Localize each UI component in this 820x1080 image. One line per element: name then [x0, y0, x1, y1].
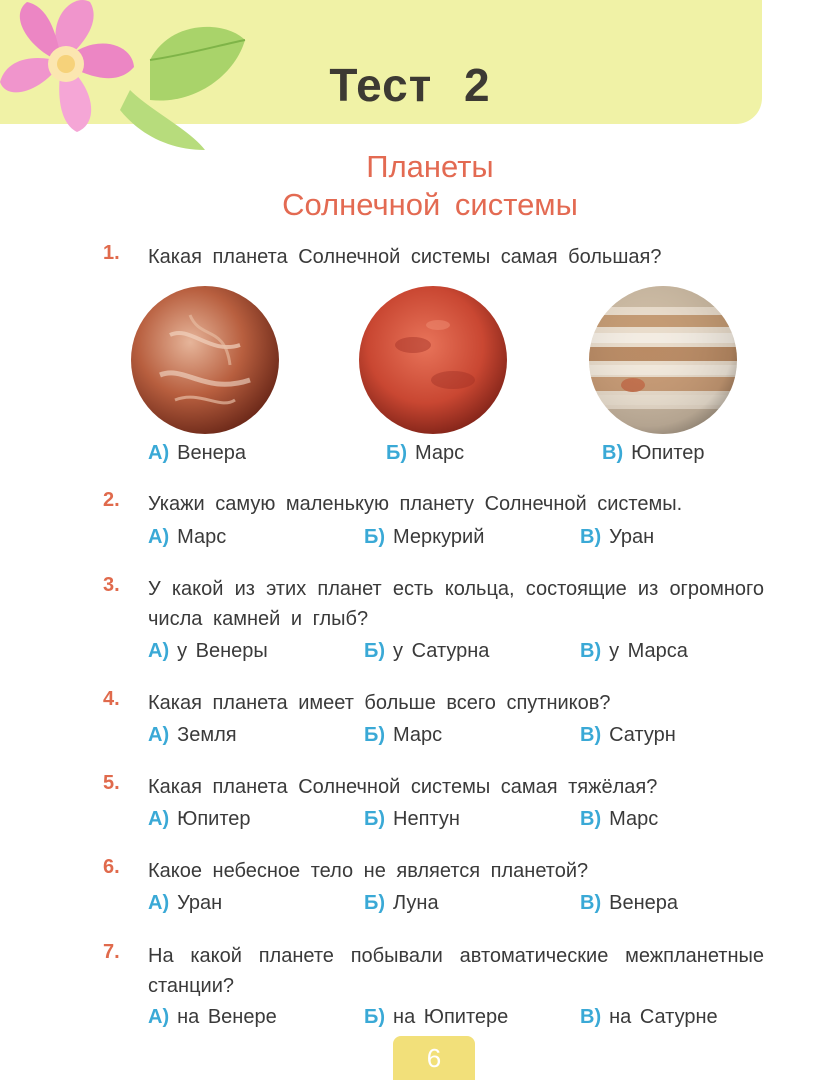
- answer-letter: А): [148, 526, 170, 548]
- answer-text: Марс: [177, 526, 227, 548]
- section-subtitle: [0, 148, 820, 224]
- answer-text: у Сатурна: [393, 640, 490, 662]
- question-text: Укажи самую маленькую планету Солнечной системы.: [148, 493, 683, 515]
- answer-a[interactable]: [148, 442, 246, 465]
- answer-letter: Б): [364, 526, 386, 548]
- answer-b[interactable]: [364, 1006, 508, 1029]
- answer-text: на Юпитере: [393, 1006, 509, 1028]
- answer-a[interactable]: [148, 892, 222, 915]
- question-text: Какая планета Солнечной системы самая тяжёлая?: [148, 776, 658, 798]
- answer-text: Уран: [177, 892, 223, 914]
- answer-text: Меркурий: [393, 526, 485, 548]
- answer-letter: Б): [364, 892, 386, 914]
- test-title: Тест 2: [329, 59, 491, 111]
- answer-text: Сатурн: [609, 724, 676, 746]
- answer-text: Луна: [393, 892, 439, 914]
- answer-text: у Венеры: [177, 640, 268, 662]
- answer-text: Нептун: [393, 808, 460, 830]
- question-number: 7.: [103, 941, 120, 963]
- venus-image: [130, 285, 280, 435]
- answer-b[interactable]: [364, 808, 460, 831]
- answer-a[interactable]: [148, 640, 268, 663]
- subtitle-line-2: Солнечной системы: [282, 187, 578, 222]
- jupiter-image: [588, 285, 738, 435]
- answer-a[interactable]: [148, 808, 251, 831]
- question-text: Какая планета Солнечной системы самая большая?: [148, 246, 662, 268]
- subtitle-line-1: Планеты: [366, 149, 494, 184]
- answer-a[interactable]: [148, 526, 226, 549]
- question-number: 2.: [103, 489, 120, 511]
- answer-letter: Б): [364, 640, 386, 662]
- answer-c[interactable]: [580, 526, 654, 549]
- answer-text: на Сатурне: [609, 1006, 718, 1028]
- question-text: На какой планете побывали автоматические межпланетные станции?: [148, 945, 764, 997]
- answer-text: Венера: [609, 892, 678, 914]
- answer-letter: А): [148, 724, 170, 746]
- answer-b[interactable]: [364, 892, 439, 915]
- question-number: 5.: [103, 772, 120, 794]
- question-text: У какой из этих планет есть кольца, состоящие из огромного числа камней и глыб?: [148, 578, 764, 630]
- answer-text: Юпитер: [631, 442, 705, 464]
- answer-b[interactable]: [364, 526, 484, 549]
- answer-c[interactable]: [580, 724, 676, 747]
- answer-b[interactable]: [386, 442, 464, 465]
- answer-letter: А): [148, 892, 170, 914]
- page-number: 6: [393, 1036, 475, 1080]
- answer-c[interactable]: [602, 442, 705, 465]
- answer-letter: А): [148, 1006, 170, 1028]
- question-number: 4.: [103, 688, 120, 710]
- answer-c[interactable]: [580, 808, 658, 831]
- answer-letter: В): [580, 724, 602, 746]
- question-number: 1.: [103, 242, 120, 264]
- answer-text: Марс: [609, 808, 659, 830]
- answer-a[interactable]: [148, 1006, 277, 1029]
- answer-text: Венера: [177, 442, 246, 464]
- answer-letter: А): [148, 442, 170, 464]
- answer-a[interactable]: [148, 724, 237, 747]
- answer-text: Марс: [415, 442, 465, 464]
- answer-b[interactable]: [364, 640, 489, 663]
- answer-letter: В): [580, 1006, 602, 1028]
- answer-letter: В): [602, 442, 624, 464]
- question-text: Какое небесное тело не является планетой?: [148, 860, 589, 882]
- answer-letter: А): [148, 640, 170, 662]
- answer-letter: В): [580, 526, 602, 548]
- answer-text: Марс: [393, 724, 443, 746]
- answer-text: у Марса: [609, 640, 688, 662]
- answer-letter: В): [580, 640, 602, 662]
- answer-letter: Б): [364, 1006, 386, 1028]
- answer-text: Земля: [177, 724, 237, 746]
- answer-letter: В): [580, 892, 602, 914]
- answer-letter: В): [580, 808, 602, 830]
- answer-b[interactable]: [364, 724, 442, 747]
- answer-letter: Б): [364, 808, 386, 830]
- answer-c[interactable]: [580, 640, 688, 663]
- answer-letter: Б): [364, 724, 386, 746]
- question-number: 3.: [103, 574, 120, 596]
- answer-letter: А): [148, 808, 170, 830]
- question-text: Какая планета имеет больше всего спутников?: [148, 692, 611, 714]
- answer-letter: Б): [386, 442, 408, 464]
- answer-c[interactable]: [580, 892, 678, 915]
- mars-image: [358, 285, 508, 435]
- answer-text: Юпитер: [177, 808, 251, 830]
- answer-c[interactable]: [580, 1006, 718, 1029]
- answer-text: на Венере: [177, 1006, 277, 1028]
- answer-text: Уран: [609, 526, 655, 548]
- question-number: 6.: [103, 856, 120, 878]
